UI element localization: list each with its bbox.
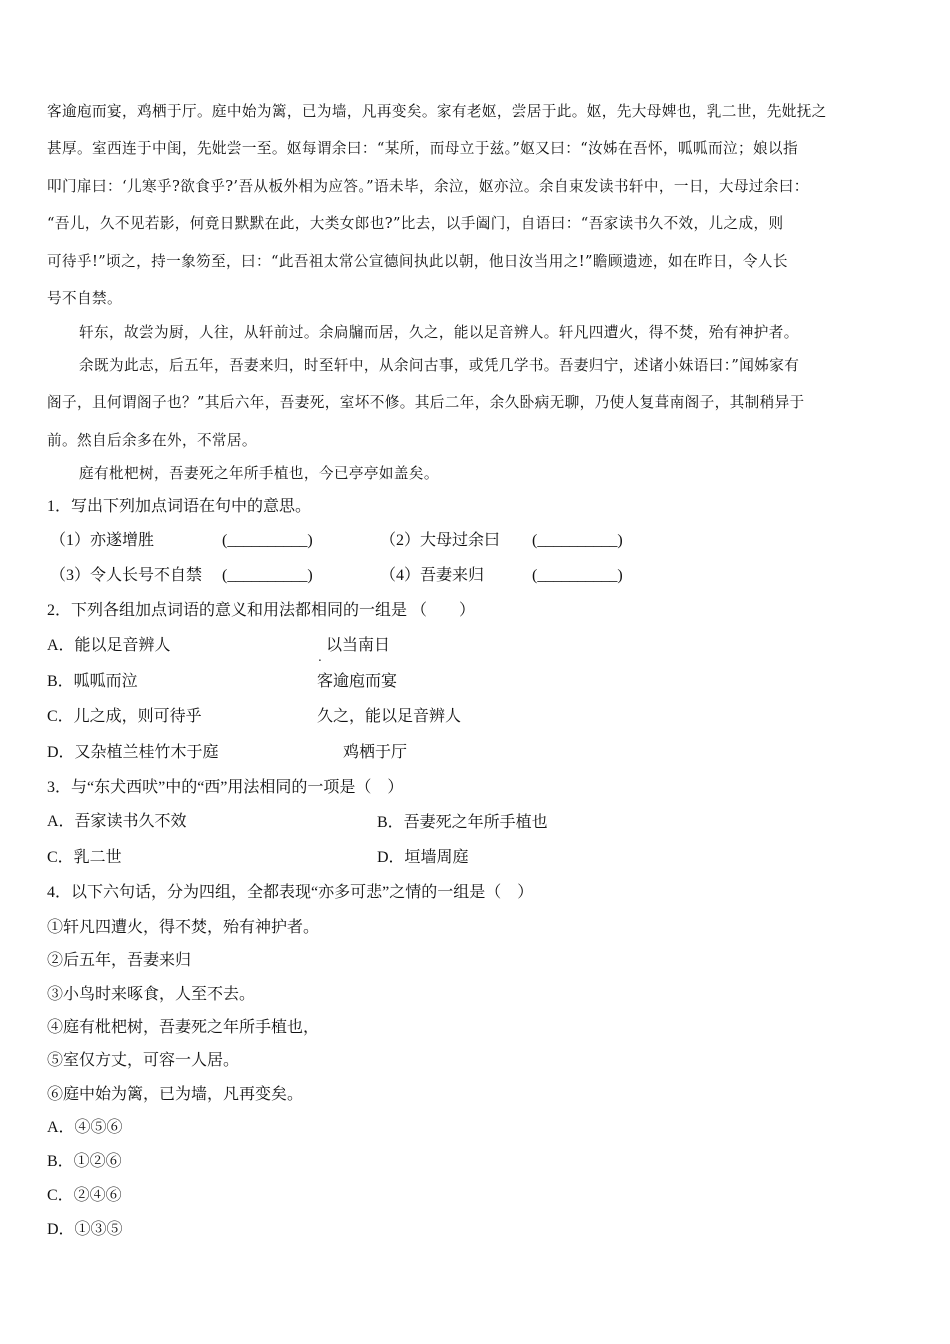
q2-option-d: D．又杂植兰桂竹木于庭 bbox=[47, 744, 219, 761]
q2-option-c-right: 久之，能以足音辨人 bbox=[317, 708, 462, 725]
passage-line: 轩东，故尝为厨，人往，从轩前过。余扃牖而居，久之，能以足音辨人。轩凡四遭火，得不焚，殆有神护者。 bbox=[79, 324, 799, 341]
q1-item-2: （2）大母过余曰 bbox=[380, 532, 501, 549]
q2-option-d-right: 鸡栖于厅 bbox=[343, 744, 408, 761]
q4-sentence: ①轩凡四遭火，得不焚，殆有神护者。 bbox=[47, 919, 320, 936]
passage-line: 叩门扉曰：‘儿寒乎?欲食乎?’吾从板外相为应答。”语未毕，余泣，妪亦泣。余自束发读书轩中，一日，大母过余曰： bbox=[47, 178, 809, 195]
q3-option-d: D．垣墙周庭 bbox=[377, 849, 469, 866]
passage-line: 客逾庖而宴，鸡栖于厅。庭中始为篱，已为墙，凡再变矣。家有老妪，尝居于此。妪，先大母婢也，乳二世，先妣抚之 bbox=[47, 103, 827, 120]
passage-line: 阁子，且何谓阁子也？”其后六年，吾妻死，室坏不修。其后二年，余久卧病无聊，乃使人复葺南阁子，其制稍异于 bbox=[47, 394, 805, 411]
passage-line: “吾儿，久不见若影，何竟日默默在此，大类女郎也?”比去，以手阖门，自语曰：“吾家读书久不效，儿之成，则 bbox=[47, 215, 784, 232]
emphasis-dot: . bbox=[318, 650, 322, 664]
q4-sentence: ⑥庭中始为篱，已为墙，凡再变矣。 bbox=[47, 1086, 304, 1103]
q4-option-d: D．①③⑤ bbox=[47, 1221, 123, 1238]
question-stem: 3．与“东犬西吠”中的“西”用法相同的一项是（ ） bbox=[47, 779, 404, 796]
q4-sentence: ④庭有枇杷树，吾妻死之年所手植也， bbox=[47, 1019, 320, 1036]
q4-option-b: B．①②⑥ bbox=[47, 1153, 122, 1170]
question-stem: 2．下列各组加点词语的意义和用法都相同的一组是 （ ） bbox=[47, 602, 476, 619]
q3-option-b: B．吾妻死之年所手植也 bbox=[377, 814, 548, 831]
passage-line: 甚厚。室西连于中闺，先妣尝一至。妪每谓余曰：“某所，而母立于兹。”妪又曰：“汝姊在吾怀，呱呱而泣；娘以指 bbox=[47, 140, 798, 157]
q4-sentence: ②后五年，吾妻来归 bbox=[47, 952, 192, 969]
passage-line: 余既为此志，后五年，吾妻来归，时至轩中，从余问古事，或凭几学书。吾妻归宁，述诸小妹语曰：”闻姊家有 bbox=[79, 357, 800, 374]
q4-sentence: ③小鸟时来啄食，人至不去。 bbox=[47, 986, 256, 1003]
q1-item-3: （3）令人长号不自禁 bbox=[50, 567, 203, 584]
q4-sentence: ⑤室仅方丈，可容一人居。 bbox=[47, 1052, 240, 1069]
passage-line: 号不自禁。 bbox=[47, 290, 122, 307]
q2-option-a-right: 以当南日 bbox=[326, 637, 391, 654]
q2-option-b: B．呱呱而泣 bbox=[47, 673, 138, 690]
passage-line: 前。然自后余多在外，不常居。 bbox=[47, 432, 257, 449]
q2-option-c: C．儿之成，则可待乎 bbox=[47, 708, 202, 725]
answer-blank: (__________) bbox=[222, 532, 313, 549]
passage-line: 庭有枇杷树，吾妻死之年所手植也，今已亭亭如盖矣。 bbox=[79, 465, 439, 482]
q1-item-1: （1）亦遂增胜 bbox=[50, 532, 155, 549]
q2-option-a: A．能以足音辨人 bbox=[47, 637, 171, 654]
q4-option-a: A．④⑤⑥ bbox=[47, 1119, 123, 1136]
q1-item-4: （4）吾妻来归 bbox=[380, 567, 485, 584]
question-stem: 4．以下六句话，分为四组，全都表现“亦多可悲”之情的一组是（ ） bbox=[47, 884, 534, 901]
answer-blank: (__________) bbox=[532, 532, 623, 549]
q4-option-c: C．②④⑥ bbox=[47, 1187, 122, 1204]
answer-blank: (__________) bbox=[532, 567, 623, 584]
q3-option-a: A．吾家读书久不效 bbox=[47, 813, 187, 830]
q3-option-c: C．乳二世 bbox=[47, 849, 122, 866]
answer-blank: (__________) bbox=[222, 567, 313, 584]
question-stem: 1．写出下列加点词语在句中的意思。 bbox=[47, 498, 312, 515]
q2-option-b-right: 客逾庖而宴 bbox=[317, 673, 398, 690]
passage-line: 可待乎!”顷之，持一象笏至，曰：“此吾祖太常公宣德间执此以朝，他日汝当用之!”瞻顾遗迹，如在昨日，令人长 bbox=[47, 253, 788, 270]
